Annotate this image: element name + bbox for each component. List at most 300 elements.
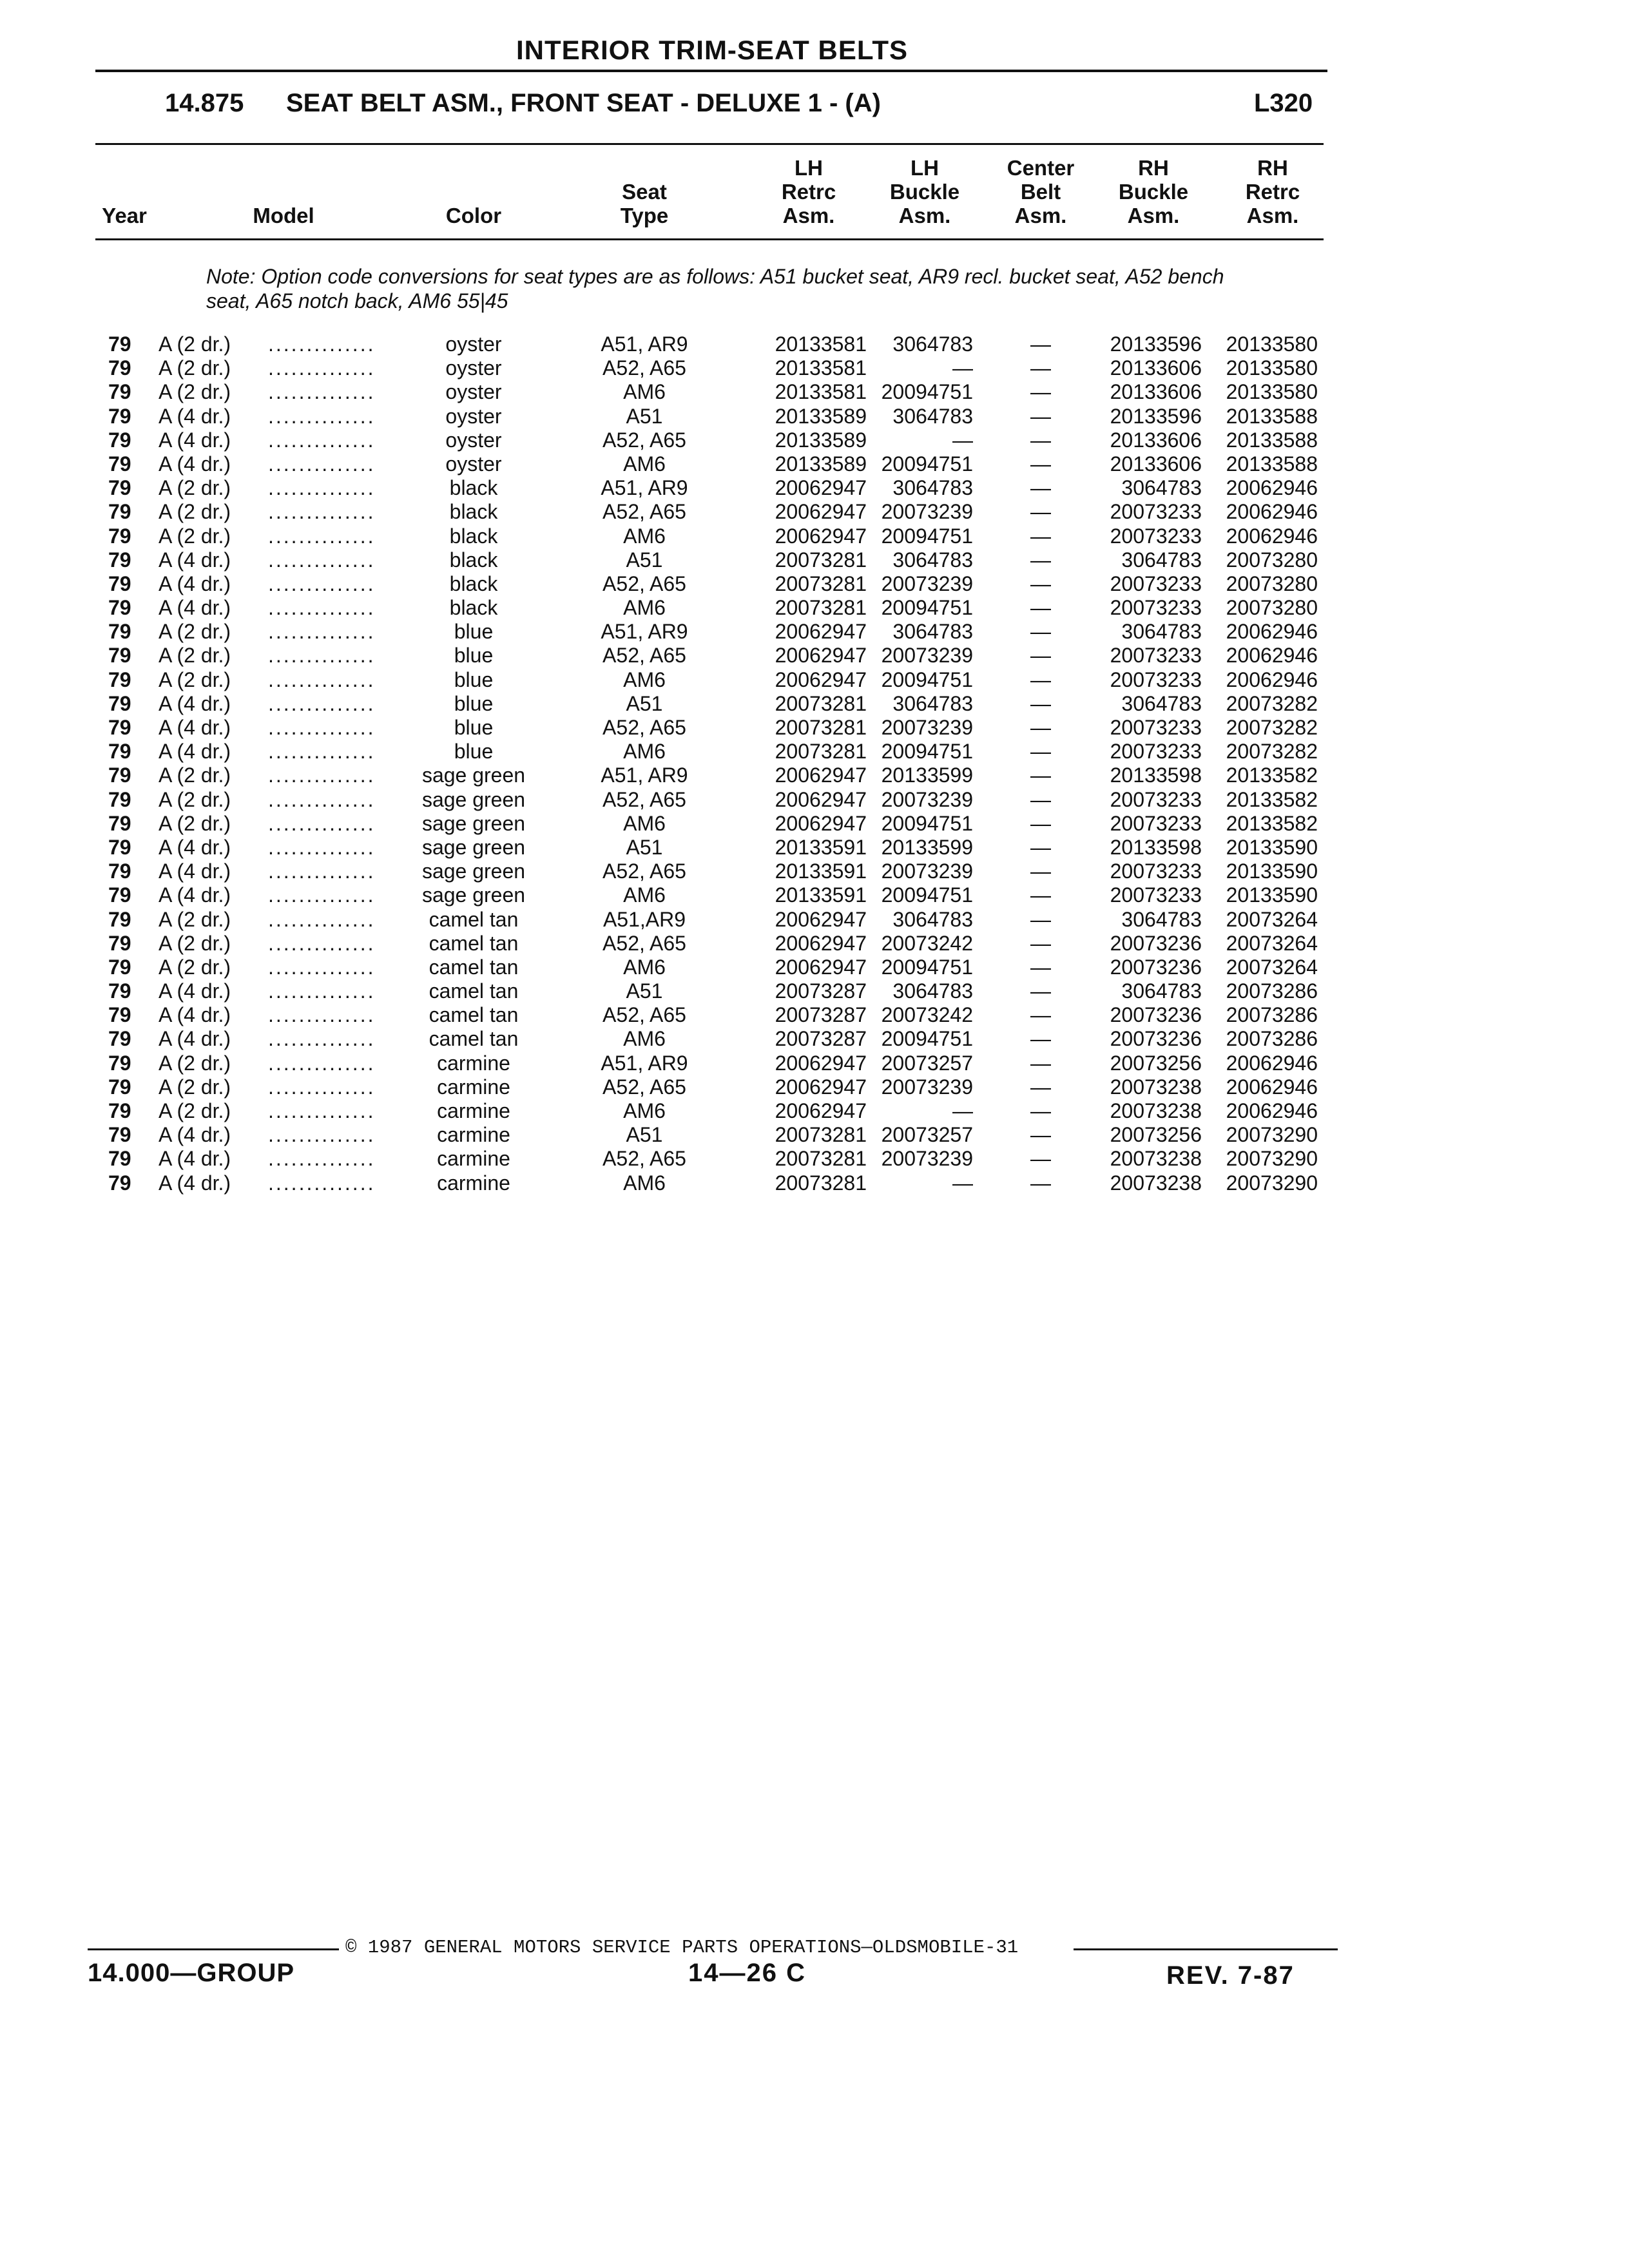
center-belt-cell: — (1030, 1003, 1051, 1027)
dot-leader: .............. (268, 572, 376, 595)
year-cell: 79 (108, 835, 131, 859)
col-model: Model (253, 204, 314, 227)
model-cell: A (4 dr.) (159, 740, 231, 764)
seat-type-cell: A52, A65 (602, 356, 686, 380)
year-cell: 79 (108, 955, 131, 979)
dot-leader: .............. (268, 1147, 376, 1171)
rh-retrc-cell: 20062946 (1226, 1075, 1318, 1099)
table-row (0, 1027, 1629, 1051)
color-cell: carmine (437, 1123, 510, 1147)
table-row (0, 1075, 1629, 1099)
center-belt-cell: — (1030, 860, 1051, 883)
lh-buckle-cell: 3064783 (892, 332, 973, 356)
lh-buckle-cell: 3064783 (892, 691, 973, 715)
lh-retrc-cell: 20133581 (775, 356, 867, 380)
table-row (0, 1003, 1629, 1027)
year-cell: 79 (108, 1027, 131, 1051)
seat-type-cell: A52, A65 (602, 931, 686, 955)
model-cell: A (4 dr.) (159, 1123, 231, 1147)
seat-type-cell: A52, A65 (602, 572, 686, 595)
center-belt-cell: — (1030, 644, 1051, 668)
table-row (0, 428, 1629, 452)
rh-buckle-cell: 20133606 (1110, 356, 1202, 380)
model-cell: A (2 dr.) (159, 907, 231, 931)
model-cell: A (2 dr.) (159, 332, 231, 356)
model-cell: A (2 dr.) (159, 1099, 231, 1122)
model-cell: A (4 dr.) (159, 452, 231, 476)
center-belt-cell: — (1030, 548, 1051, 572)
seat-type-cell: AM6 (623, 524, 666, 548)
color-cell: carmine (437, 1099, 510, 1122)
rh-retrc-cell: 20073282 (1226, 716, 1318, 739)
header-rule (95, 70, 1327, 72)
rh-retrc-cell: 20133580 (1226, 380, 1318, 404)
lh-retrc-cell: 20073287 (775, 1027, 867, 1051)
seat-type-cell: AM6 (623, 596, 666, 620)
lh-buckle-cell: 20133599 (881, 835, 973, 859)
year-cell: 79 (108, 500, 131, 524)
model-cell: A (2 dr.) (159, 1051, 231, 1075)
seat-type-cell: A52, A65 (602, 500, 686, 524)
year-cell: 79 (108, 332, 131, 356)
year-cell: 79 (108, 380, 131, 404)
table-row (0, 1171, 1629, 1195)
color-cell: oyster (445, 380, 502, 404)
dot-leader: .............. (268, 907, 376, 931)
model-cell: A (2 dr.) (159, 644, 231, 668)
seat-type-cell: AM6 (623, 811, 666, 835)
footer-rule-left (88, 1948, 339, 1950)
lh-buckle-cell: — (952, 1171, 973, 1195)
year-cell: 79 (108, 548, 131, 572)
lh-retrc-cell: 20062947 (775, 620, 867, 644)
rh-retrc-cell: 20062946 (1226, 620, 1318, 644)
year-cell: 79 (108, 620, 131, 644)
color-cell: camel tan (429, 1027, 519, 1051)
rh-retrc-cell: 20073280 (1226, 596, 1318, 620)
rh-retrc-cell: 20073282 (1226, 691, 1318, 715)
table-row (0, 1052, 1629, 1075)
dot-leader: .............. (268, 596, 376, 620)
color-cell: sage green (421, 811, 526, 835)
dot-leader: .............. (268, 1123, 376, 1147)
year-cell: 79 (108, 1051, 131, 1075)
rh-buckle-cell: 20073238 (1110, 1147, 1202, 1171)
rh-buckle-cell: 20073238 (1110, 1171, 1202, 1195)
rh-retrc-cell: 20062946 (1226, 524, 1318, 548)
center-belt-cell: — (1030, 620, 1051, 644)
col-rh-buckle: RH Buckle Asm. (1118, 156, 1189, 227)
lh-retrc-cell: 20133581 (775, 380, 867, 404)
lh-retrc-cell: 20073281 (775, 1147, 867, 1171)
rh-retrc-cell: 20133590 (1226, 860, 1318, 883)
table-row (0, 405, 1629, 428)
col-year: Year (102, 204, 147, 227)
rh-retrc-cell: 20073264 (1226, 931, 1318, 955)
dot-leader: .............. (268, 668, 376, 691)
year-cell: 79 (108, 572, 131, 595)
center-belt-cell: — (1030, 1147, 1051, 1171)
rh-buckle-cell: 20133596 (1110, 404, 1202, 428)
model-cell: A (4 dr.) (159, 1171, 231, 1195)
year-cell: 79 (108, 931, 131, 955)
lh-buckle-cell: 20073239 (881, 787, 973, 811)
table-row (0, 932, 1629, 956)
lh-buckle-cell: 20094751 (881, 1027, 973, 1051)
color-cell: camel tan (429, 979, 519, 1003)
rh-buckle-cell: 20073233 (1110, 500, 1202, 524)
color-cell: blue (454, 644, 494, 668)
color-cell: sage green (421, 764, 526, 787)
color-cell: camel tan (429, 931, 519, 955)
color-cell: oyster (445, 452, 502, 476)
lh-retrc-cell: 20133581 (775, 332, 867, 356)
year-cell: 79 (108, 860, 131, 883)
center-belt-cell: — (1030, 740, 1051, 764)
rh-buckle-cell: 3064783 (1121, 548, 1202, 572)
dot-leader: .............. (268, 356, 376, 380)
lh-retrc-cell: 20062947 (775, 811, 867, 835)
lh-buckle-cell: 20073239 (881, 644, 973, 668)
seat-type-cell: A52, A65 (602, 1003, 686, 1027)
lh-buckle-cell: 20073239 (881, 860, 973, 883)
lh-retrc-cell: 20073281 (775, 740, 867, 764)
center-belt-cell: — (1030, 524, 1051, 548)
color-cell: sage green (421, 835, 526, 859)
model-cell: A (2 dr.) (159, 668, 231, 691)
year-cell: 79 (108, 1147, 131, 1171)
year-cell: 79 (108, 883, 131, 907)
rh-retrc-cell: 20133588 (1226, 452, 1318, 476)
center-belt-cell: — (1030, 500, 1051, 524)
rh-buckle-cell: 20073233 (1110, 716, 1202, 739)
model-cell: A (4 dr.) (159, 572, 231, 595)
color-cell: camel tan (429, 955, 519, 979)
table-row (0, 883, 1629, 907)
seat-type-cell: A51, AR9 (601, 620, 688, 644)
center-belt-cell: — (1030, 668, 1051, 691)
rh-retrc-cell: 20073286 (1226, 1003, 1318, 1027)
center-belt-cell: — (1030, 1099, 1051, 1122)
table-row (0, 956, 1629, 979)
col-rh-retrc: RH Retrc Asm. (1245, 156, 1300, 227)
color-cell: oyster (445, 332, 502, 356)
color-cell: black (449, 572, 498, 595)
table-row (0, 572, 1629, 596)
lh-retrc-cell: 20133591 (775, 883, 867, 907)
dot-leader: .............. (268, 1099, 376, 1122)
dot-leader: .............. (268, 620, 376, 644)
center-belt-cell: — (1030, 955, 1051, 979)
color-cell: sage green (421, 883, 526, 907)
model-cell: A (4 dr.) (159, 596, 231, 620)
note-line: Note: Option code conversions for seat types are as follows: A51 bucket seat, AR9 recl. bucket seat, A52 bench (206, 265, 1224, 288)
table-row (0, 380, 1629, 404)
lh-retrc-cell: 20073281 (775, 1171, 867, 1195)
rh-buckle-cell: 20073233 (1110, 572, 1202, 595)
lh-retrc-cell: 20073287 (775, 979, 867, 1003)
year-cell: 79 (108, 428, 131, 452)
rh-retrc-cell: 20133582 (1226, 764, 1318, 787)
color-cell: black (449, 596, 498, 620)
rh-buckle-cell: 20073238 (1110, 1075, 1202, 1099)
rh-retrc-cell: 20073286 (1226, 979, 1318, 1003)
rh-buckle-cell: 20073256 (1110, 1123, 1202, 1147)
year-cell: 79 (108, 356, 131, 380)
parts-table-body (0, 332, 1629, 1195)
table-row (0, 812, 1629, 836)
center-belt-cell: — (1030, 1051, 1051, 1075)
lh-buckle-cell: 20073239 (881, 716, 973, 739)
dot-leader: .............. (268, 1003, 376, 1027)
center-belt-cell: — (1030, 404, 1051, 428)
lh-buckle-cell: 20073239 (881, 1147, 973, 1171)
column-header-rule (95, 238, 1324, 240)
color-cell: camel tan (429, 907, 519, 931)
center-belt-cell: — (1030, 691, 1051, 715)
lh-buckle-cell: 20073257 (881, 1123, 973, 1147)
seat-type-cell: A52, A65 (602, 644, 686, 668)
lh-retrc-cell: 20073281 (775, 691, 867, 715)
rh-buckle-cell: 3064783 (1121, 620, 1202, 644)
center-belt-cell: — (1030, 1171, 1051, 1195)
lh-buckle-cell: 3064783 (892, 404, 973, 428)
footer-copyright: © 1987 GENERAL MOTORS SERVICE PARTS OPERATIONS—OLDSMOBILE-31 (345, 1937, 1019, 1958)
seat-type-cell: AM6 (623, 380, 666, 404)
rh-buckle-cell: 20073233 (1110, 811, 1202, 835)
dot-leader: .............. (268, 332, 376, 356)
lh-buckle-cell: — (952, 1099, 973, 1122)
lh-retrc-cell: 20073281 (775, 572, 867, 595)
table-row (0, 788, 1629, 812)
rh-buckle-cell: 20073233 (1110, 524, 1202, 548)
seat-type-cell: A51 (626, 979, 663, 1003)
model-cell: A (4 dr.) (159, 428, 231, 452)
lh-retrc-cell: 20062947 (775, 907, 867, 931)
rh-buckle-cell: 20073236 (1110, 955, 1202, 979)
rh-retrc-cell: 20073282 (1226, 740, 1318, 764)
rh-retrc-cell: 20062946 (1226, 1051, 1318, 1075)
model-cell: A (4 dr.) (159, 835, 231, 859)
color-cell: sage green (421, 860, 526, 883)
model-cell: A (2 dr.) (159, 787, 231, 811)
center-belt-cell: — (1030, 572, 1051, 595)
dot-leader: .............. (268, 428, 376, 452)
table-row (0, 500, 1629, 524)
model-cell: A (4 dr.) (159, 1147, 231, 1171)
model-cell: A (4 dr.) (159, 691, 231, 715)
rh-buckle-cell: 20133598 (1110, 835, 1202, 859)
lh-retrc-cell: 20062947 (775, 764, 867, 787)
lh-retrc-cell: 20073281 (775, 716, 867, 739)
table-row (0, 332, 1629, 356)
rh-buckle-cell: 3064783 (1121, 476, 1202, 500)
rh-buckle-cell: 20073233 (1110, 860, 1202, 883)
dot-leader: .............. (268, 835, 376, 859)
color-cell: oyster (445, 356, 502, 380)
dot-leader: .............. (268, 476, 376, 500)
lh-retrc-cell: 20062947 (775, 787, 867, 811)
color-cell: blue (454, 691, 494, 715)
rh-retrc-cell: 20133580 (1226, 356, 1318, 380)
year-cell: 79 (108, 524, 131, 548)
lh-buckle-cell: 20073242 (881, 931, 973, 955)
table-row (0, 356, 1629, 380)
table-row (0, 860, 1629, 883)
lh-retrc-cell: 20062947 (775, 955, 867, 979)
center-belt-cell: — (1030, 907, 1051, 931)
center-belt-cell: — (1030, 787, 1051, 811)
table-row (0, 836, 1629, 860)
model-cell: A (2 dr.) (159, 811, 231, 835)
rh-retrc-cell: 20062946 (1226, 1099, 1318, 1122)
lh-buckle-cell: 3064783 (892, 620, 973, 644)
center-belt-cell: — (1030, 596, 1051, 620)
year-cell: 79 (108, 764, 131, 787)
col-lh-retrc: LH Retrc Asm. (781, 156, 836, 227)
lh-buckle-cell: 20073239 (881, 500, 973, 524)
rh-buckle-cell: 20073256 (1110, 1051, 1202, 1075)
lh-retrc-cell: 20073281 (775, 596, 867, 620)
color-cell: black (449, 476, 498, 500)
rh-buckle-cell: 3064783 (1121, 979, 1202, 1003)
table-row (0, 596, 1629, 620)
center-belt-cell: — (1030, 452, 1051, 476)
seat-type-cell: A51 (626, 835, 663, 859)
lh-retrc-cell: 20062947 (775, 1051, 867, 1075)
table-row (0, 668, 1629, 692)
lh-retrc-cell: 20133589 (775, 404, 867, 428)
center-belt-cell: — (1030, 1027, 1051, 1051)
lh-buckle-cell: 20073239 (881, 572, 973, 595)
footer-rule-right (1074, 1948, 1338, 1950)
year-cell: 79 (108, 668, 131, 691)
lh-retrc-cell: 20062947 (775, 668, 867, 691)
rh-buckle-cell: 20073236 (1110, 931, 1202, 955)
year-cell: 79 (108, 740, 131, 764)
rh-buckle-cell: 20073233 (1110, 668, 1202, 691)
rh-buckle-cell: 20073233 (1110, 787, 1202, 811)
year-cell: 79 (108, 1003, 131, 1027)
rh-buckle-cell: 20073233 (1110, 644, 1202, 668)
rh-retrc-cell: 20062946 (1226, 668, 1318, 691)
year-cell: 79 (108, 1099, 131, 1122)
table-row (0, 452, 1629, 476)
model-cell: A (2 dr.) (159, 500, 231, 524)
center-belt-cell: — (1030, 380, 1051, 404)
year-cell: 79 (108, 1123, 131, 1147)
rh-retrc-cell: 20073286 (1226, 1027, 1318, 1051)
seat-type-cell: A52, A65 (602, 787, 686, 811)
model-cell: A (2 dr.) (159, 356, 231, 380)
color-cell: black (449, 524, 498, 548)
model-cell: A (2 dr.) (159, 620, 231, 644)
seat-type-cell: A51 (626, 691, 663, 715)
lh-retrc-cell: 20062947 (775, 644, 867, 668)
rh-buckle-cell: 20073238 (1110, 1099, 1202, 1122)
dot-leader: .............. (268, 860, 376, 883)
model-cell: A (4 dr.) (159, 883, 231, 907)
lh-buckle-cell: 3064783 (892, 979, 973, 1003)
dot-leader: .............. (268, 716, 376, 739)
rh-retrc-cell: 20062946 (1226, 500, 1318, 524)
lh-buckle-cell: 20094751 (881, 524, 973, 548)
seat-type-cell: AM6 (623, 668, 666, 691)
col-center-belt: Center Belt Asm. (1007, 156, 1075, 227)
center-belt-cell: — (1030, 811, 1051, 835)
dot-leader: .............. (268, 787, 376, 811)
lh-buckle-cell: 20094751 (881, 380, 973, 404)
model-cell: A (4 dr.) (159, 979, 231, 1003)
model-cell: A (2 dr.) (159, 524, 231, 548)
center-belt-cell: — (1030, 979, 1051, 1003)
col-seat-type: Seat Type (620, 180, 669, 227)
table-row (0, 692, 1629, 716)
model-cell: A (2 dr.) (159, 764, 231, 787)
rh-retrc-cell: 20062946 (1226, 476, 1318, 500)
dot-leader: .............. (268, 811, 376, 835)
rh-retrc-cell: 20133580 (1226, 332, 1318, 356)
center-belt-cell: — (1030, 428, 1051, 452)
seat-type-cell: A52, A65 (602, 428, 686, 452)
lh-retrc-cell: 20062947 (775, 476, 867, 500)
model-cell: A (4 dr.) (159, 860, 231, 883)
section-number: 14.875 (165, 89, 244, 117)
year-cell: 79 (108, 907, 131, 931)
seat-type-cell: AM6 (623, 740, 666, 764)
seat-type-cell: AM6 (623, 1099, 666, 1122)
seat-type-cell: A52, A65 (602, 716, 686, 739)
color-cell: sage green (421, 787, 526, 811)
seat-type-cell: A52, A65 (602, 860, 686, 883)
center-belt-cell: — (1030, 835, 1051, 859)
footer-group: 14.000—GROUP (88, 1959, 295, 1987)
rh-retrc-cell: 20062946 (1226, 644, 1318, 668)
color-cell: carmine (437, 1171, 510, 1195)
center-belt-cell: — (1030, 332, 1051, 356)
dot-leader: .............. (268, 764, 376, 787)
dot-leader: .............. (268, 404, 376, 428)
rh-retrc-cell: 20073290 (1226, 1123, 1318, 1147)
rh-retrc-cell: 20133590 (1226, 883, 1318, 907)
rh-retrc-cell: 20133582 (1226, 787, 1318, 811)
color-cell: blue (454, 716, 494, 739)
rh-retrc-cell: 20073290 (1226, 1171, 1318, 1195)
year-cell: 79 (108, 1075, 131, 1099)
rh-retrc-cell: 20073280 (1226, 548, 1318, 572)
lh-retrc-cell: 20073281 (775, 1123, 867, 1147)
seat-type-cell: A51 (626, 404, 663, 428)
model-cell: A (2 dr.) (159, 476, 231, 500)
table-row (0, 548, 1629, 572)
table-row (0, 620, 1629, 644)
table-row (0, 1147, 1629, 1171)
seat-type-cell: AM6 (623, 1171, 666, 1195)
lh-retrc-cell: 20062947 (775, 1075, 867, 1099)
lh-buckle-cell: 20094751 (881, 452, 973, 476)
lh-buckle-cell: 20094751 (881, 811, 973, 835)
rh-retrc-cell: 20073290 (1226, 1147, 1318, 1171)
dot-leader: .............. (268, 644, 376, 668)
lh-buckle-cell: 20094751 (881, 596, 973, 620)
color-cell: camel tan (429, 1003, 519, 1027)
rh-retrc-cell: 20073264 (1226, 955, 1318, 979)
center-belt-cell: — (1030, 931, 1051, 955)
lh-retrc-cell: 20133591 (775, 860, 867, 883)
lh-buckle-cell: 20133599 (881, 764, 973, 787)
seat-type-cell: AM6 (623, 452, 666, 476)
model-cell: A (2 dr.) (159, 380, 231, 404)
